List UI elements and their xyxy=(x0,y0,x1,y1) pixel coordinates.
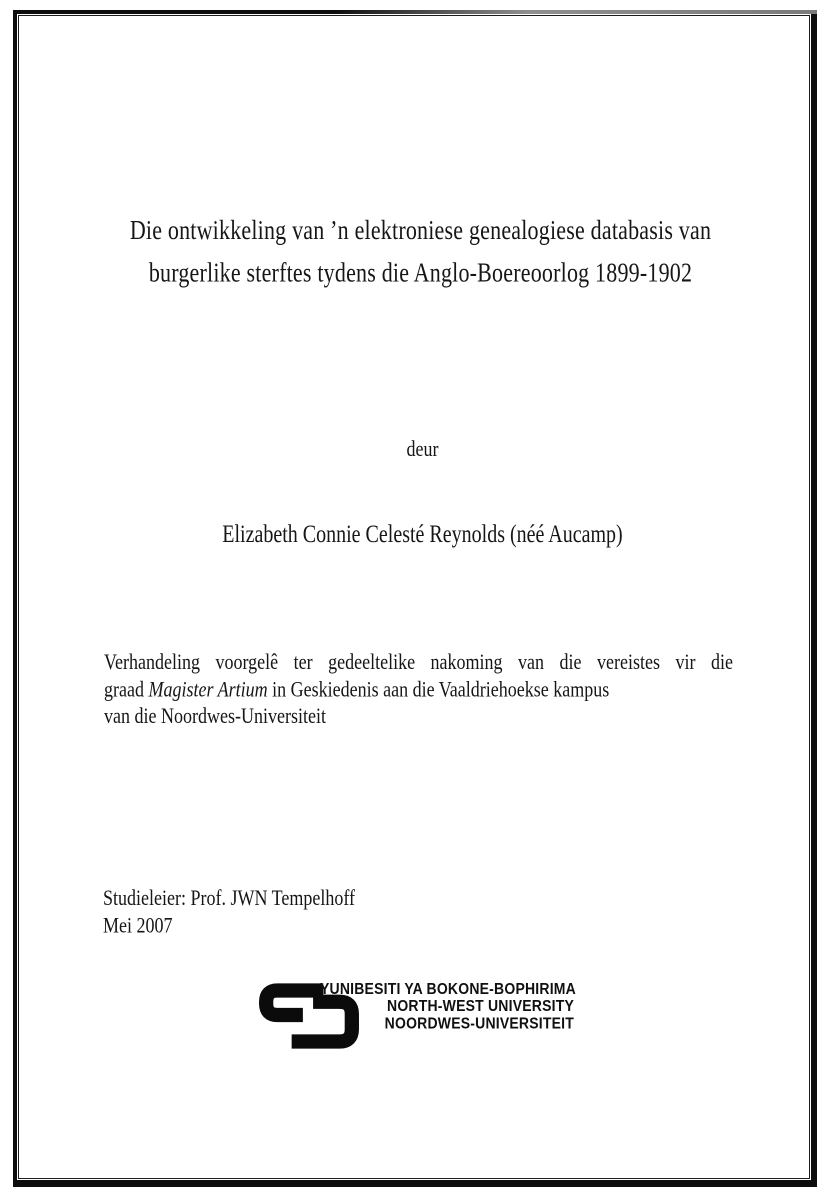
degree-statement-line-2-pre: graad xyxy=(104,675,149,701)
degree-statement-line-3: van die Noordwes-Universiteit xyxy=(104,702,326,728)
thesis-title-line-1: Die ontwikkeling van ’n elektroniese genealogiese databasis van xyxy=(129,214,712,246)
degree-name-italic: Magister Artium xyxy=(148,675,268,701)
university-name-afrikaans: NOORDWES-UNIVERSITEIT xyxy=(384,1013,574,1033)
degree-statement xyxy=(104,649,733,730)
university-logo-text xyxy=(320,980,574,1032)
university-name-english: NORTH-WEST UNIVERSITY xyxy=(387,996,574,1015)
date-line: Mei 2007 xyxy=(103,911,173,937)
degree-statement-line-1: Verhandeling voorgelê ter gedeeltelike nakoming van die vereistes vir die xyxy=(104,649,733,674)
degree-statement-line-2 xyxy=(104,676,733,703)
byline-label: deur xyxy=(406,435,439,461)
thesis-title-line-2: burgerlike sterftes tydens die Anglo-Boereoorlog 1899-1902 xyxy=(148,256,693,288)
supervisor-line: Studieleier: Prof. JWN Tempelhoff xyxy=(103,885,356,910)
author-name: Elizabeth Connie Celesté Reynolds (néé Aucamp) xyxy=(222,520,623,549)
university-name-setswana: YUNIBESITI YA BOKONE-BOPHIRIMA xyxy=(320,978,576,998)
thesis-title xyxy=(24,209,817,294)
degree-statement-line-2-post: in Geskiedenis aan die Vaaldriehoekse kampus xyxy=(267,675,610,701)
supervisor-and-date xyxy=(103,885,355,939)
university-logo xyxy=(258,980,588,1055)
